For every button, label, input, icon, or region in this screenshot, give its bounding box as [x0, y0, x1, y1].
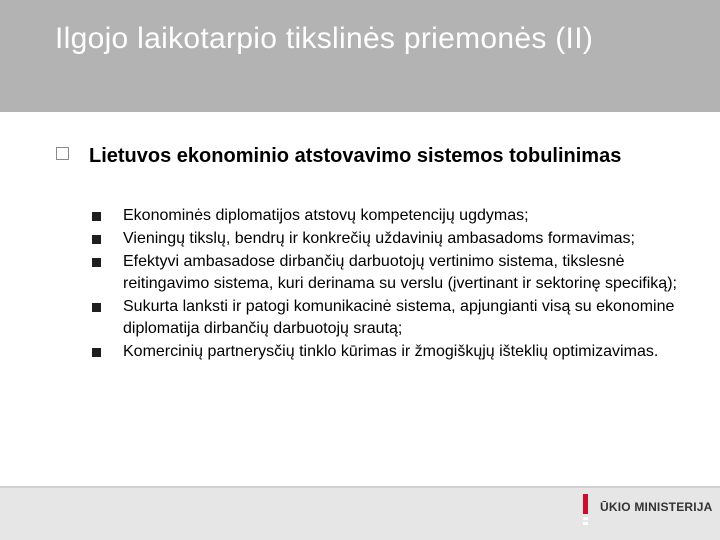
list-item — [92, 228, 682, 250]
ministry-emblem-icon — [582, 494, 590, 528]
filled-square-bullet-icon — [92, 348, 101, 357]
filled-square-bullet-icon — [92, 212, 101, 221]
list-item-text: Komercinių partnerysčių tinklo kūrimas ir žmogiškųjų išteklių optimizavimas. — [123, 343, 659, 360]
filled-square-bullet-icon — [92, 258, 101, 267]
list-item — [92, 296, 682, 340]
title-band — [0, 0, 720, 112]
main-bullet — [56, 143, 676, 169]
filled-square-bullet-icon — [92, 303, 101, 312]
list-item-text: Vieningų tikslų, bendrų ir konkrečių uždavinių ambasadoms formavimas; — [123, 230, 635, 247]
list-item — [92, 205, 682, 227]
main-bullet-text: Lietuvos ekonominio atstovavimo sistemos tobulinimas — [89, 145, 622, 167]
hollow-square-bullet-icon — [56, 147, 69, 160]
list-item-text: Efektyvi ambasadose dirbančių darbuotojų vertinimo sistema, tikslesnė reitingavimo sistema, kuri derinama su verslu (įvertinant ir sektorinę specifiką); — [123, 253, 677, 292]
ministry-logo-text: ŪKIO MINISTERIJA — [600, 500, 713, 514]
footer-divider — [0, 486, 720, 488]
filled-square-bullet-icon — [92, 235, 101, 244]
slide-title: Ilgojo laikotarpio tikslinės priemonės (II) — [55, 22, 594, 55]
list-item — [92, 251, 682, 295]
list-item — [92, 341, 682, 363]
list-item-text: Sukurta lanksti ir patogi komunikacinė sistema, apjungianti visą su ekonomine diplomatija dirbančių darbuotojų srautą; — [123, 298, 675, 337]
list-item-text: Ekonominės diplomatijos atstovų kompetencijų ugdymas; — [123, 207, 529, 224]
sub-bullet-list — [92, 205, 682, 364]
